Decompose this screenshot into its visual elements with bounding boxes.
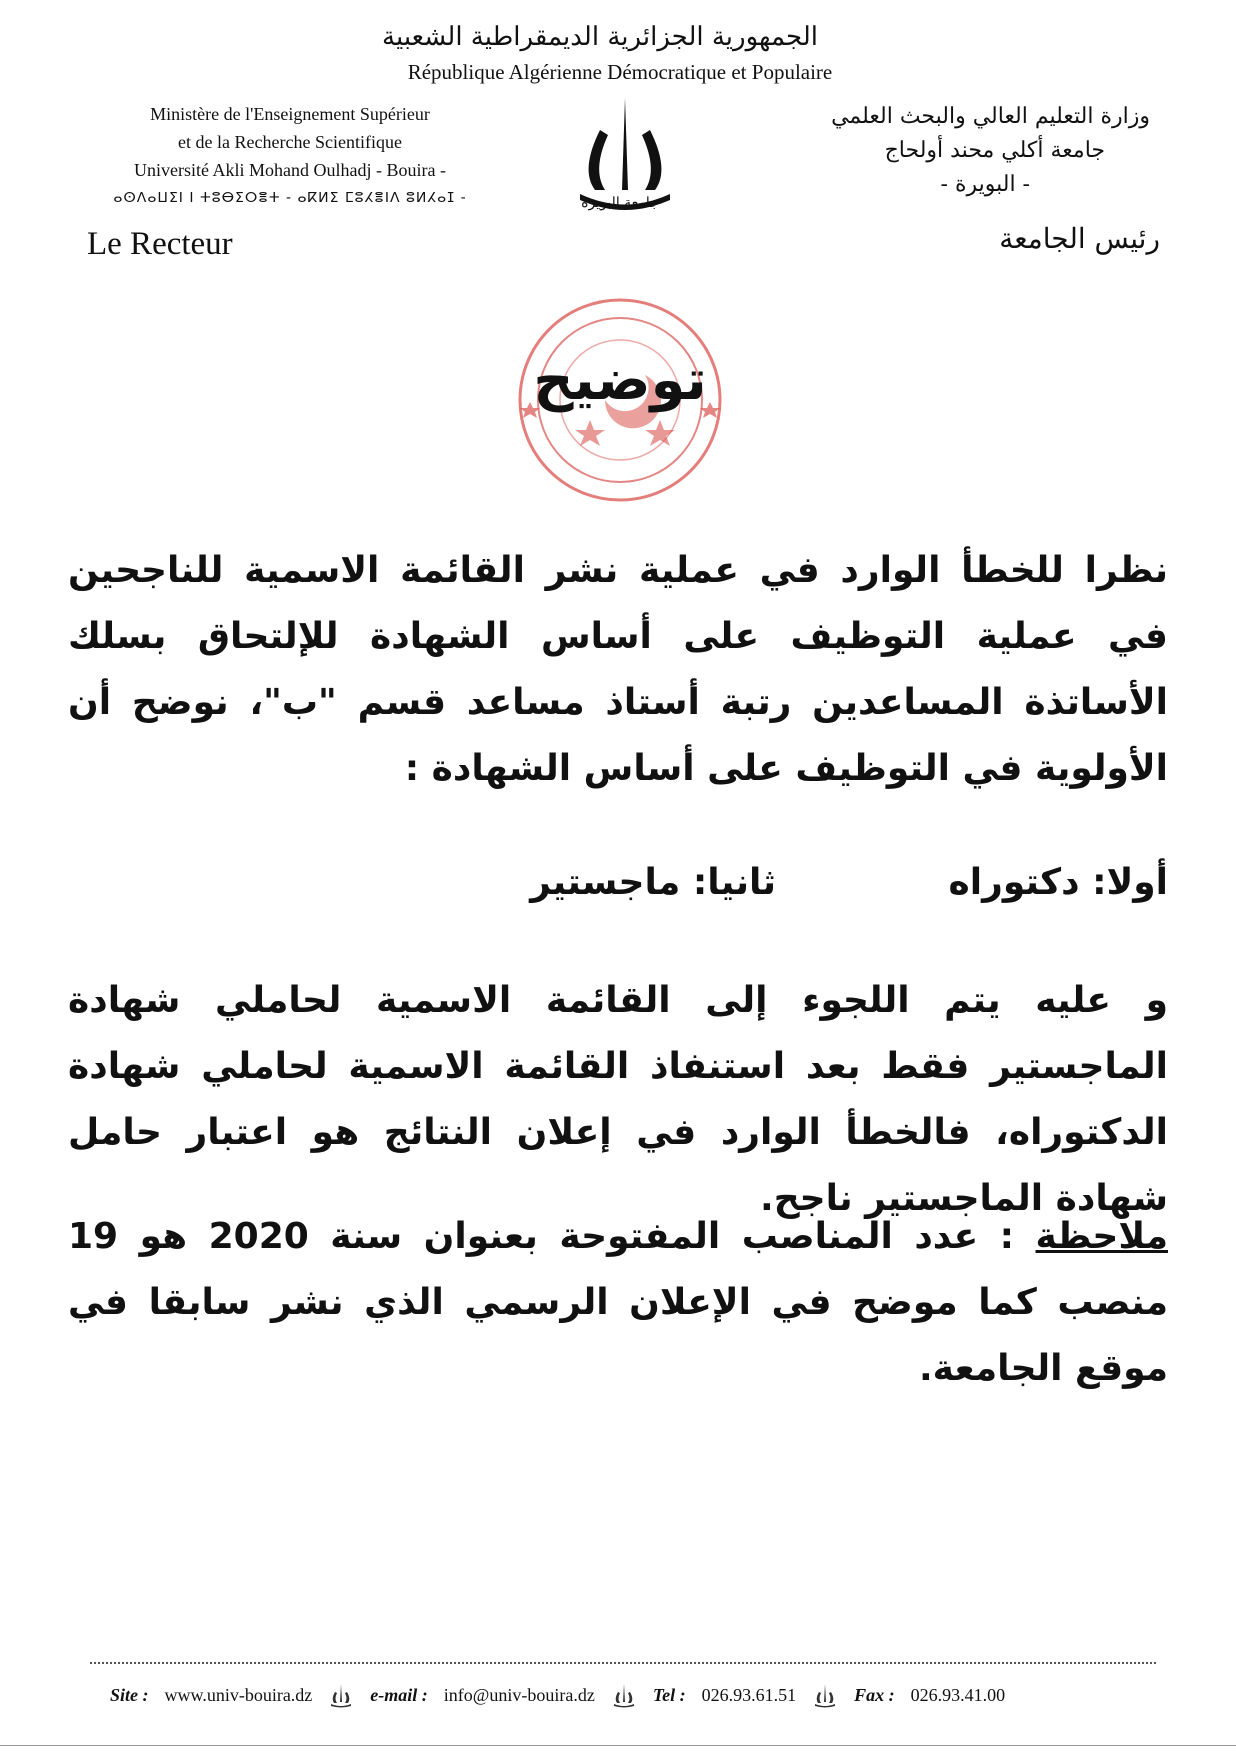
degree-priority-list [68,862,1168,903]
degree-second: ثانيا: ماجستير [530,862,776,903]
tel-value: 026.93.61.51 [701,1684,797,1705]
email-label: e-mail : [370,1684,428,1705]
tel-label: Tel : [652,1684,686,1705]
logo-small-icon [328,1682,354,1708]
university-line: Université Akli Mohand Oulhadj - Bouira - [134,160,446,180]
degree-first: أولا: دكتوراه [948,862,1168,903]
email-value[interactable]: info@univ-bouira.dz [443,1684,595,1705]
ministry-line: Ministère de l'Enseignement Supérieur [150,104,430,124]
recteur-label: Le Recteur [87,226,233,262]
ministry-line-arabic: وزارة التعليم العالي والبحث العلمي [831,104,1150,129]
logo-caption: جامعة البويرة [581,195,659,211]
footer-contact [110,1682,1170,1708]
ministry-block-arabic [760,100,1160,202]
logo-small-icon [812,1682,838,1708]
note-paragraph [68,1204,1168,1402]
note-text: : عدد المناصب المفتوحة بعنوان سنة 2020 هو 19 منصب كما موضح في الإعلان الرسمي الذي نشر سابقا في موقع الجامعة. [68,1216,1168,1389]
city-line-arabic: - البويرة - [940,172,1030,197]
page-bottom-rule [0,1745,1236,1746]
document-title: توضيح [533,348,707,413]
fax-value: 026.93.41.00 [910,1684,1006,1705]
rais-label: رئيس الجامعة [999,222,1160,255]
ministry-line: et de la Recherche Scientifique [178,132,402,152]
body-paragraph-2: و عليه يتم اللجوء إلى القائمة الاسمية لحاملي شهادة الماجستير فقط بعد استنفاذ القائمة الاسمية لحاملي شهادة الدكتوراه، فالخطأ الوارد في إعلان النتائج هو اعتبار حامل شهادة الماجستير ناجح. [68,980,1168,1219]
logo-small-icon [611,1682,637,1708]
fax-label: Fax : [854,1684,895,1705]
footer-divider [90,1662,1156,1664]
republic-title-arabic: الجمهورية الجزائرية الديمقراطية الشعبية [382,22,818,52]
body-paragraph-1: نظرا للخطأ الوارد في عملية نشر القائمة الاسمية للناجحين في عملية التوظيف على أساس الشهادة للإلتحاق بسلك الأساتذة المساعدين رتبة أستاذ مساعد قسم "ب"، نوضح أن الأولوية في التوظيف على أساس الشهادة : [68,550,1168,789]
university-line-tifinagh: ⴰⵙⴷⴰⵡⵉⵏ ⵏ ⵜⵓⴱⵉⵔⴻⵜ - ⴰⴽⵍⵉ ⵎⵓⵃⴻⵏⴷ ⵓⵍⵃⴰⵊ - [113,190,467,206]
site-label: Site : [110,1684,149,1705]
note-label: ملاحظة [1035,1216,1168,1257]
university-line-arabic: جامعة أكلي محند أولحاج [884,138,1105,163]
republic-title-french: République Algérienne Démocratique et Populaire [407,60,833,84]
site-value[interactable]: www.univ-bouira.dz [164,1684,313,1705]
ministry-block-french [60,100,520,212]
